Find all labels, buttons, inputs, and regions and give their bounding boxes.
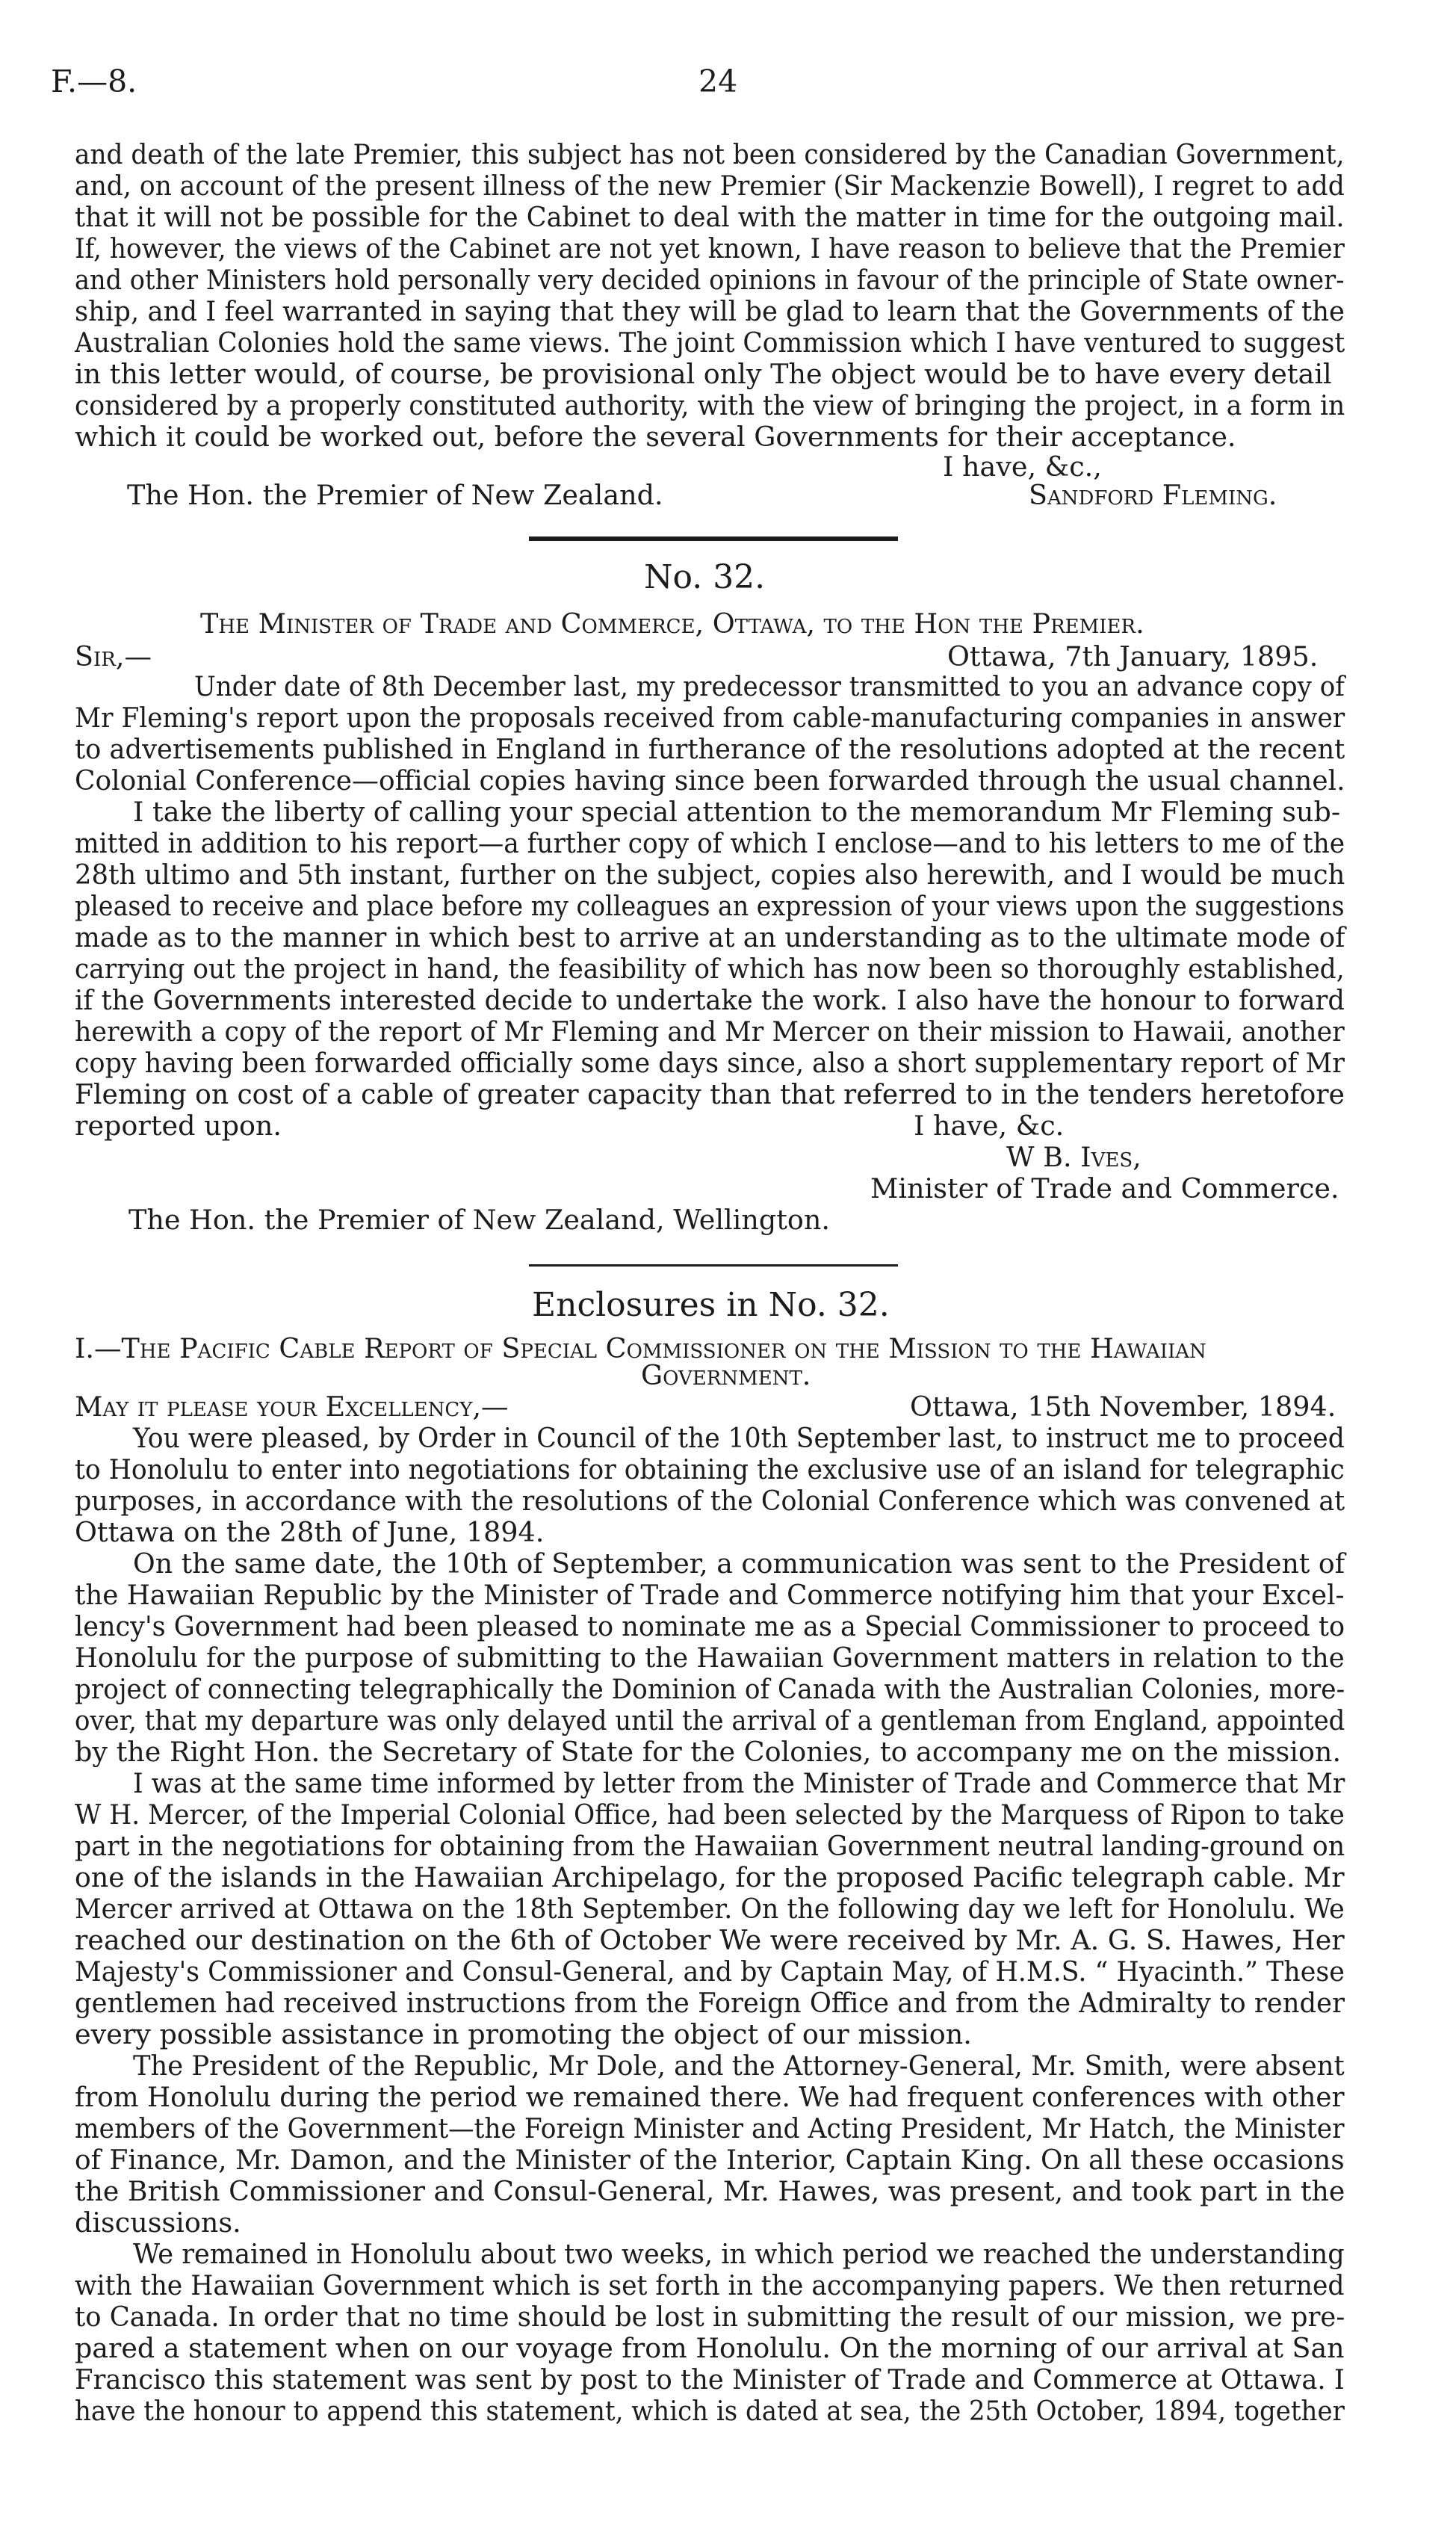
- text-line: herewith a copy of the report of Mr Fleming and Mr Mercer on their mission to Hawaii, another: [75, 1015, 1345, 1048]
- text-line: by the Right Hon. the Secretary of State for the Colonies, to accompany me on the mission.: [75, 1736, 1342, 1768]
- addressee: The Hon. the Premier of New Zealand, Wellington.: [128, 1204, 830, 1236]
- text-line: Mercer arrived at Ottawa on the 18th September. On the following day we left for Honolulu. We: [75, 1893, 1345, 1925]
- signer-title: Minister of Trade and Commerce.: [870, 1172, 1339, 1204]
- text-line: ship, and I feel warranted in saying that they will be glad to learn that the Governments of the: [75, 295, 1345, 327]
- text-line: W H. Mercer, of the Imperial Colonial Office, had been selected by the Marquess of Ripon to take: [75, 1799, 1345, 1831]
- text-line: Colonial Conference—official copies having since been forwarded through the usual channel.: [75, 764, 1345, 797]
- text-line: copy having been forwarded officially some days since, also a short supplementary report of Mr: [75, 1047, 1345, 1079]
- text-line: have the honour to append this statement, which is dated at sea, the 25th October, 1894, together: [75, 2395, 1345, 2427]
- dateline: Ottawa, 7th January, 1895.: [947, 640, 1319, 672]
- text-line: members of the Government—the Foreign Minister and Acting President, Mr Hatch, the Minister: [75, 2112, 1345, 2144]
- text-line: Honolulu for the purpose of submitting to the Hawaiian Government matters in relation to the: [75, 1642, 1345, 1674]
- dateline: Ottawa, 15th November, 1894.: [910, 1391, 1336, 1423]
- text-line: considered by a properly constituted authority, with the view of bringing the project, in a form in: [75, 389, 1345, 421]
- signature: Sandford Fleming.: [1029, 479, 1277, 511]
- text-line: the British Commissioner and Consul-General, Mr. Hawes, was present, and took part in the: [75, 2175, 1345, 2207]
- text-line: that it will not be possible for the Cabinet to deal with the matter in time for the outgoing mail.: [75, 201, 1345, 233]
- text-line: reported upon.: [75, 1110, 282, 1142]
- text-line: purposes, in accordance with the resolutions of the Colonial Conference which was convened at: [75, 1485, 1345, 1517]
- enclosure-heading: I.—The Pacific Cable Report of Special Commissioner on the Mission to the Hawaiian: [75, 1332, 1206, 1364]
- section-divider: [529, 536, 898, 541]
- page-number: 24: [698, 64, 738, 99]
- text-line: carrying out the project in hand, the feasibility of which has now been so thoroughly established,: [75, 953, 1345, 985]
- text-line: if the Governments interested decide to undertake the work. I also have the honour to forward: [75, 984, 1345, 1016]
- text-line: pared a statement when on our voyage from Honolulu. On the morning of our arrival at San: [75, 2332, 1345, 2364]
- text-line: Australian Colonies hold the same views. The joint Commission which I have ventured to suggest: [75, 327, 1345, 359]
- letter-number: No. 32.: [644, 558, 766, 596]
- text-line: Fleming on cost of a cable of greater capacity than that referred to in the tenders heretofore: [75, 1078, 1345, 1110]
- text-line: one of the islands in the Hawaiian Archipelago, for the proposed Pacific telegraph cable. Mr: [75, 1861, 1345, 1893]
- text-line: lency's Government had been pleased to nominate me as a Special Commissioner to proceed to: [75, 1610, 1345, 1642]
- text-line: discussions.: [75, 2207, 241, 2239]
- text-line: to Honolulu to enter into negotiations for obtaining the exclusive use of an island for telegraphic: [75, 1453, 1345, 1485]
- text-line: and death of the late Premier, this subject has not been considered by the Canadian Government,: [75, 138, 1345, 170]
- text-line: part in the negotiations for obtaining from the Hawaiian Government neutral landing-ground on: [75, 1830, 1345, 1862]
- closing: I have, &c.: [914, 1110, 1065, 1142]
- text-line: Mr Fleming's report upon the proposals received from cable-manufacturing companies in answer: [75, 702, 1345, 734]
- text-line: every possible assistance in promoting the object of our mission.: [75, 2018, 972, 2050]
- text-line: the Hawaiian Republic by the Minister of Trade and Commerce notifying him that your Excel-: [75, 1579, 1345, 1611]
- text-line: 28th ultimo and 5th instant, further on the subject, copies also herewith, and I would be much: [75, 859, 1345, 891]
- enclosure-heading: Government.: [641, 1359, 811, 1391]
- text-line: and other Ministers hold personally very decided opinions in favour of the principle of State owner-: [75, 264, 1345, 296]
- letter-subtitle: The Minister of Trade and Commerce, Ottawa, to the Hon the Premier.: [200, 607, 1144, 640]
- salutation: Sir,—: [75, 640, 152, 672]
- text-line: to advertisements published in England in furtherance of the resolutions adopted at the recent: [75, 733, 1345, 765]
- text-line: Francisco this statement was sent by post to the Minister of Trade and Commerce at Ottawa. I: [75, 2363, 1345, 2396]
- text-line: gentlemen had received instructions from the Foreign Office and from the Admiralty to render: [75, 1987, 1345, 2019]
- closing: I have, &c.,: [943, 451, 1102, 483]
- text-line: in this letter would, of course, be provisional only The object would be to have every detail: [75, 358, 1332, 390]
- text-line: mitted in addition to his report—a further copy of which I enclose—and to his letters to me of the: [75, 827, 1345, 859]
- text-line: project of connecting telegraphically the Dominion of Canada with the Australian Colonies, more-: [75, 1673, 1345, 1705]
- text-line: Under date of 8th December last, my predecessor transmitted to you an advance copy of: [194, 670, 1345, 702]
- text-line: over, that my departure was only delayed until the arrival of a gentleman from England, appointed: [75, 1704, 1345, 1737]
- text-line: with the Hawaiian Government which is set forth in the accompanying papers. We then returned: [75, 2269, 1345, 2301]
- salutation: May it please your Excellency,—: [75, 1391, 509, 1423]
- text-line: which it could be worked out, before the several Governments for their acceptance.: [75, 421, 1236, 453]
- enclosures-title: Enclosures in No. 32.: [532, 1286, 890, 1324]
- text-line: to Canada. In order that no time should be lost in submitting the result of our mission, we pre-: [75, 2301, 1345, 2333]
- text-line: I take the liberty of calling your special attention to the memorandum Mr Fleming sub-: [133, 796, 1341, 828]
- text-line: of Finance, Mr. Damon, and the Minister of the Interior, Captain King. On all these occasions: [75, 2144, 1345, 2176]
- signer: W B. Ives,: [1006, 1141, 1141, 1173]
- text-line: Ottawa on the 28th of June, 1894.: [75, 1516, 545, 1548]
- text-line: We remained in Honolulu about two weeks, in which period we reached the understanding: [133, 2238, 1345, 2270]
- text-line: reached our destination on the 6th of October We were received by Mr. A. G. S. Hawes, Her: [75, 1924, 1345, 1956]
- text-line: made as to the manner in which best to arrive at an understanding as to the ultimate mode of: [75, 921, 1345, 953]
- text-line: On the same date, the 10th of September, a communication was sent to the President of: [133, 1547, 1345, 1580]
- series-number: F.—8.: [51, 64, 137, 99]
- text-line: The President of the Republic, Mr Dole, and the Attorney-General, Mr. Smith, were absent: [133, 2050, 1345, 2082]
- text-line: If, however, the views of the Cabinet are not yet known, I have reason to believe that the Premier: [75, 232, 1345, 265]
- text-line: and, on account of the present illness of the new Premier (Sir Mackenzie Bowell), I regret to add: [75, 170, 1345, 202]
- text-line: from Honolulu during the period we remained there. We had frequent conferences with other: [75, 2081, 1345, 2113]
- addressee: The Hon. the Premier of New Zealand.: [127, 479, 663, 511]
- text-line: pleased to receive and place before my colleagues an expression of your views upon the suggestions: [75, 890, 1345, 922]
- text-line: I was at the same time informed by letter from the Minister of Trade and Commerce that Mr: [133, 1767, 1345, 1799]
- text-line: You were pleased, by Order in Council of the 10th September last, to instruct me to proceed: [133, 1422, 1345, 1454]
- text-line: Majesty's Commissioner and Consul-General, and by Captain May, of H.M.S. “ Hyacinth.” These: [75, 1955, 1345, 1988]
- section-divider: [529, 1264, 898, 1267]
